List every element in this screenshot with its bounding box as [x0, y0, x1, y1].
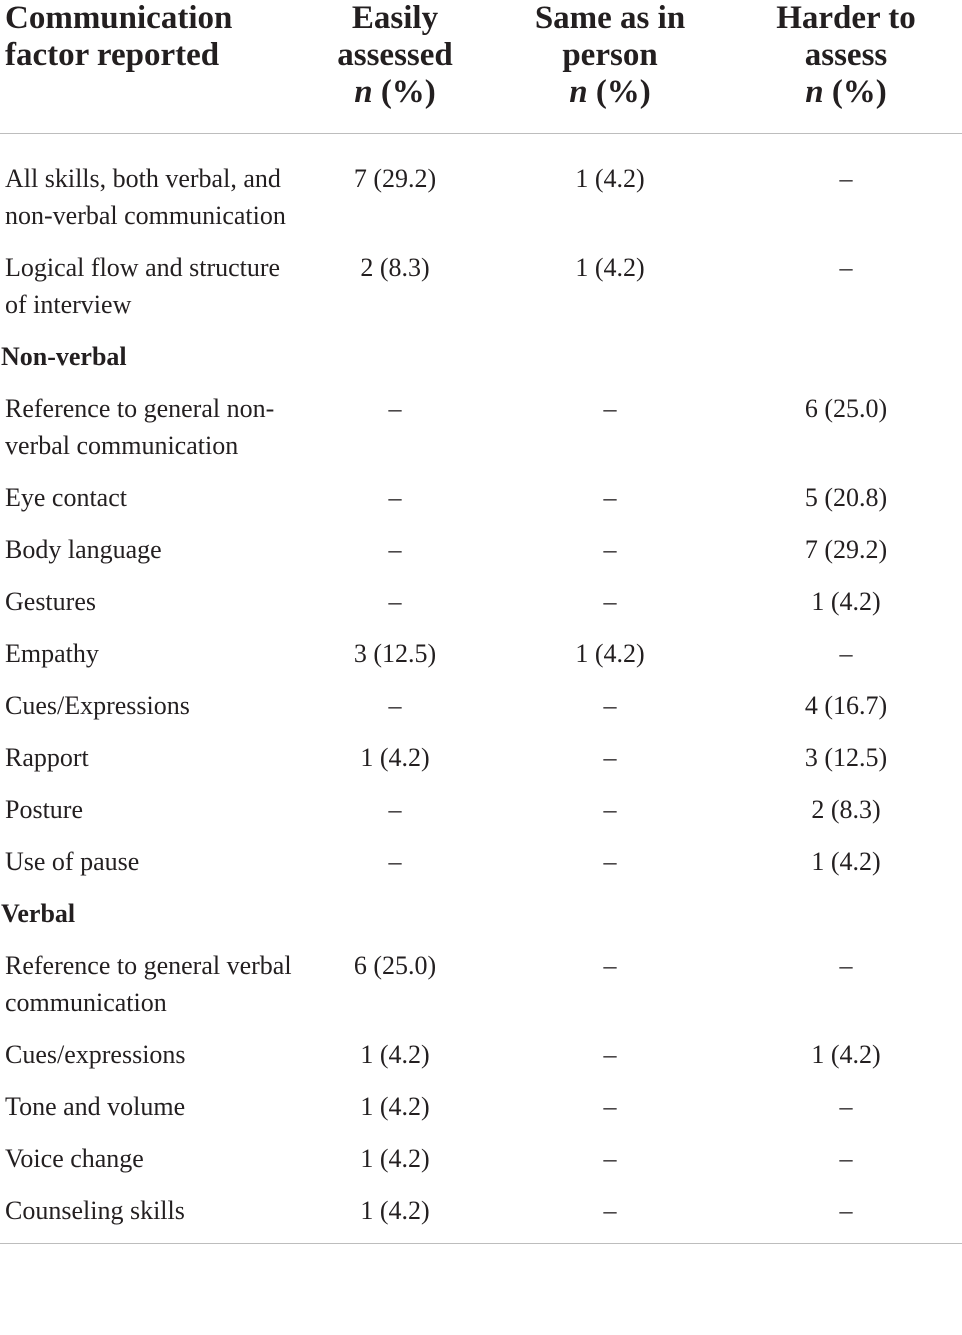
harder-to-assess-value: – — [839, 253, 853, 282]
same-as-in-person-value: – — [490, 1184, 730, 1244]
row-label: Counseling skills — [0, 1184, 300, 1244]
row-label: Body language — [5, 535, 162, 564]
harder-to-assess-value: – — [839, 164, 853, 193]
row-label: Use of pause — [5, 847, 140, 876]
row-label: Rapport — [5, 743, 89, 772]
row-label: Posture — [5, 795, 83, 824]
table-row — [0, 1132, 962, 1184]
easily-assessed-value: 7 (29.2) — [353, 164, 437, 193]
table-row — [0, 679, 962, 731]
row-label: Cues/expressions — [5, 1040, 186, 1069]
table-row — [0, 1080, 962, 1132]
harder-to-assess-value: – — [839, 639, 853, 668]
harder-to-assess-value: 1 (4.2) — [811, 847, 881, 876]
same-as-in-person-value: – — [603, 1092, 617, 1121]
header-harder-to-assess: Harder to assess n (%) — [730, 0, 962, 134]
easily-assessed-value: 1 (4.2) — [360, 1144, 430, 1173]
section-title: Non-verbal — [1, 342, 127, 371]
section-row-verbal — [0, 887, 962, 939]
easily-assessed-value: – — [388, 847, 402, 876]
harder-to-assess-value: 3 (12.5) — [804, 743, 888, 772]
same-as-in-person-value: – — [603, 587, 617, 616]
table-row — [0, 471, 962, 523]
header-easily-assessed: Easily assessed n (%) — [300, 0, 490, 134]
table-row — [0, 835, 962, 887]
table-row — [0, 1028, 962, 1080]
harder-to-assess-value: 2 (8.3) — [811, 795, 881, 824]
row-label: Cues/Expressions — [5, 691, 190, 720]
easily-assessed-value: 1 (4.2) — [360, 743, 430, 772]
same-as-in-person-value: – — [603, 483, 617, 512]
easily-assessed-value: 2 (8.3) — [360, 253, 430, 282]
table-row — [0, 627, 962, 679]
section-title: Verbal — [1, 899, 76, 928]
easily-assessed-value: 6 (25.0) — [353, 951, 437, 980]
harder-to-assess-value: 4 (16.7) — [804, 691, 888, 720]
same-as-in-person-value: – — [603, 1144, 617, 1173]
harder-to-assess-value: 1 (4.2) — [811, 1040, 881, 1069]
same-as-in-person-value: – — [603, 691, 617, 720]
table-row — [0, 382, 962, 471]
row-label: Tone and volume — [5, 1092, 186, 1121]
table-row — [0, 575, 962, 627]
header-same-as-in-person: Same as in person n (%) — [490, 0, 730, 134]
easily-assessed-value: – — [388, 691, 402, 720]
easily-assessed-value: – — [388, 394, 402, 423]
harder-to-assess-value: 7 (29.2) — [804, 535, 888, 564]
section-row-non-verbal — [0, 330, 962, 382]
table-row — [0, 134, 962, 242]
harder-to-assess-value: – — [839, 1092, 853, 1121]
table-row — [0, 939, 962, 1028]
easily-assessed-value: 1 (4.2) — [300, 1184, 490, 1244]
easily-assessed-value: 3 (12.5) — [353, 639, 437, 668]
row-label: Reference to general verbal communication — [5, 951, 292, 1017]
table-row — [0, 241, 962, 330]
table-row — [0, 1184, 962, 1244]
row-label: Logical flow and structure of interview — [5, 253, 281, 319]
harder-to-assess-value: 1 (4.2) — [811, 587, 881, 616]
easily-assessed-value: – — [388, 587, 402, 616]
row-label: Empathy — [5, 639, 99, 668]
easily-assessed-value: 1 (4.2) — [360, 1040, 430, 1069]
harder-to-assess-value: – — [730, 1184, 962, 1244]
row-label: Eye contact — [5, 483, 127, 512]
table-row — [0, 731, 962, 783]
row-label: All skills, both verbal, and non-verbal communication — [5, 164, 286, 230]
same-as-in-person-value: 1 (4.2) — [575, 639, 645, 668]
same-as-in-person-value: – — [603, 795, 617, 824]
header-row — [0, 0, 962, 134]
same-as-in-person-value: – — [603, 847, 617, 876]
header-communication-factor: Communication factor reported — [0, 0, 300, 134]
harder-to-assess-value: 5 (20.8) — [804, 483, 888, 512]
same-as-in-person-value: 1 (4.2) — [575, 164, 645, 193]
same-as-in-person-value: – — [603, 535, 617, 564]
same-as-in-person-value: – — [603, 1040, 617, 1069]
same-as-in-person-value: – — [603, 951, 617, 980]
easily-assessed-value: – — [388, 795, 402, 824]
row-label: Reference to general non-verbal communication — [5, 394, 275, 460]
easily-assessed-value: – — [388, 483, 402, 512]
harder-to-assess-value: 6 (25.0) — [804, 394, 888, 423]
row-label: Gestures — [5, 587, 96, 616]
harder-to-assess-value: – — [839, 951, 853, 980]
easily-assessed-value: 1 (4.2) — [360, 1092, 430, 1121]
same-as-in-person-value: 1 (4.2) — [575, 253, 645, 282]
same-as-in-person-value: – — [603, 743, 617, 772]
harder-to-assess-value: – — [839, 1144, 853, 1173]
table-row — [0, 523, 962, 575]
row-label: Voice change — [5, 1144, 144, 1173]
table-row — [0, 783, 962, 835]
easily-assessed-value: – — [388, 535, 402, 564]
same-as-in-person-value: – — [603, 394, 617, 423]
